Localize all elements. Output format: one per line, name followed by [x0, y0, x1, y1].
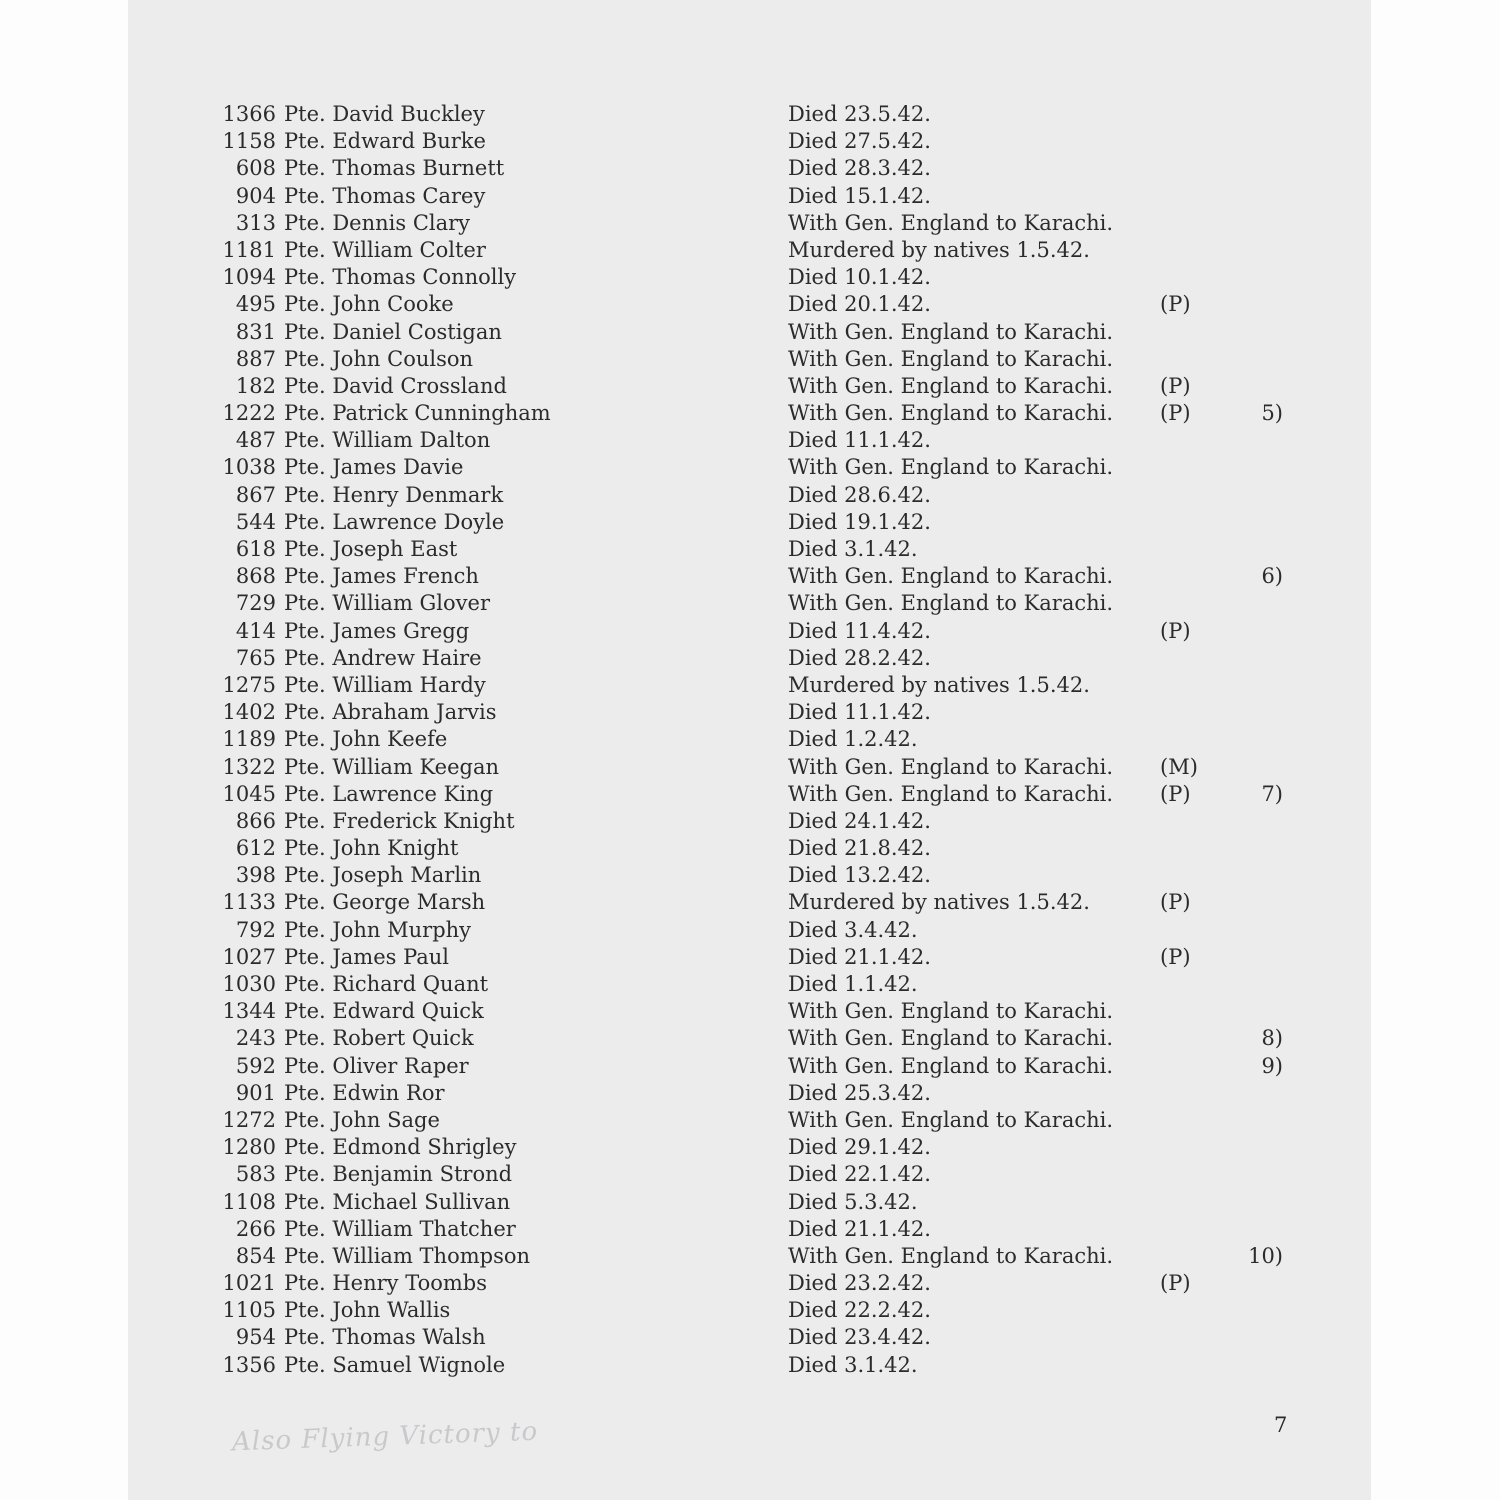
- soldier-name: Pte. William Keegan: [284, 754, 500, 779]
- soldier-name: Pte. Lawrence Doyle: [284, 509, 505, 534]
- fate-entry: With Gen. England to Karachi.: [788, 1053, 1114, 1078]
- roster-row: [128, 183, 1371, 210]
- fate-entry: With Gen. England to Karachi.: [788, 373, 1114, 398]
- service-number: 1366: [222, 102, 276, 126]
- roster-row: [128, 128, 1371, 155]
- service-number: 608: [235, 156, 276, 181]
- fate-entry: With Gen. England to Karachi.: [788, 1243, 1114, 1268]
- service-number: 1272: [222, 1107, 276, 1132]
- service-number: 266: [235, 1216, 276, 1241]
- fate-entry: With Gen. England to Karachi.: [788, 754, 1114, 779]
- roster-row: [128, 672, 1371, 699]
- fate-entry: Died 22.1.42.: [788, 1162, 931, 1187]
- service-number: 1222: [222, 401, 276, 426]
- fate-entry: Died 28.3.42.: [788, 156, 931, 181]
- service-number: 1275: [222, 672, 276, 697]
- soldier-name: Pte. Benjamin Strond: [284, 1162, 513, 1187]
- service-number: 313: [235, 210, 276, 235]
- roster-row: [128, 291, 1371, 318]
- service-number: 612: [235, 836, 276, 861]
- service-number: 583: [235, 1162, 276, 1187]
- soldier-name: Pte. Lawrence King: [284, 781, 494, 806]
- soldier-name: Pte. Daniel Costigan: [284, 319, 502, 344]
- roster-row: [128, 1025, 1371, 1052]
- roster-row: [128, 862, 1371, 889]
- roster-row: [128, 1297, 1371, 1324]
- service-number: 792: [235, 917, 276, 942]
- roster-row: [128, 917, 1371, 944]
- roster-row: [128, 808, 1371, 835]
- roster-row: [128, 319, 1371, 346]
- soldier-name: Pte. William Thompson: [284, 1243, 531, 1268]
- soldier-name: Pte. Andrew Haire: [284, 645, 482, 670]
- roster-row: [128, 699, 1371, 726]
- roster-row: [128, 726, 1371, 753]
- roster-row: [128, 482, 1371, 509]
- service-number: 729: [235, 591, 276, 616]
- soldier-name: Pte. Oliver Raper: [284, 1053, 469, 1078]
- soldier-name: Pte. Edward Quick: [284, 999, 484, 1024]
- fate-entry: With Gen. England to Karachi.: [788, 401, 1114, 426]
- fate-entry: Died 24.1.42.: [788, 808, 931, 833]
- status-code: (P): [1160, 618, 1191, 643]
- status-code: (P): [1160, 292, 1191, 317]
- fate-entry: Died 11.1.42.: [788, 700, 931, 725]
- service-number: 1189: [222, 727, 276, 752]
- roster-row: [128, 400, 1371, 427]
- fate-entry: With Gen. England to Karachi.: [788, 319, 1114, 344]
- fate-entry: With Gen. England to Karachi.: [788, 210, 1114, 235]
- roster-row: [128, 1189, 1371, 1216]
- fate-entry: With Gen. England to Karachi.: [788, 455, 1114, 480]
- service-number: 1094: [222, 265, 276, 290]
- roster-row: [128, 590, 1371, 617]
- fate-entry: With Gen. England to Karachi.: [788, 564, 1114, 589]
- service-number: 544: [235, 509, 276, 534]
- footnote-ref: 10): [1248, 1243, 1283, 1268]
- service-number: 1021: [222, 1271, 276, 1296]
- fate-entry: Murdered by natives 1.5.42.: [788, 672, 1090, 697]
- soldier-name: Pte. George Marsh: [284, 890, 486, 915]
- page-number: 7: [1274, 1413, 1288, 1437]
- fate-entry: Died 22.2.42.: [788, 1298, 931, 1323]
- soldier-name: Pte. Michael Sullivan: [284, 1189, 511, 1214]
- soldier-name: Pte. Edwin Ror: [284, 1080, 445, 1105]
- service-number: 1158: [222, 129, 276, 154]
- fate-entry: Died 23.4.42.: [788, 1325, 931, 1350]
- soldier-name: Pte. Henry Denmark: [284, 482, 504, 507]
- soldier-name: Pte. William Glover: [284, 591, 491, 616]
- fate-entry: Died 5.3.42.: [788, 1189, 918, 1214]
- roster-row: [128, 454, 1371, 481]
- fate-entry: Murdered by natives 1.5.42.: [788, 237, 1090, 262]
- service-number: 867: [235, 482, 276, 507]
- service-number: 1027: [222, 944, 276, 969]
- soldier-name: Pte. John Knight: [284, 836, 459, 861]
- fate-entry: Died 29.1.42.: [788, 1135, 931, 1160]
- fate-entry: Died 28.2.42.: [788, 645, 931, 670]
- soldier-name: Pte. John Sage: [284, 1107, 440, 1132]
- soldier-name: Pte. Henry Toombs: [284, 1271, 487, 1296]
- service-number: 243: [235, 1026, 276, 1051]
- soldier-name: Pte. James Paul: [284, 944, 450, 969]
- soldier-name: Pte. David Buckley: [284, 102, 485, 126]
- roster-row: [128, 754, 1371, 781]
- service-number: 1105: [222, 1298, 276, 1323]
- fate-entry: Died 1.1.42.: [788, 972, 918, 996]
- roster-row: [128, 1352, 1371, 1379]
- service-number: 592: [235, 1053, 276, 1078]
- fate-entry: With Gen. England to Karachi.: [788, 1107, 1114, 1132]
- fate-entry: Murdered by natives 1.5.42.: [788, 890, 1090, 915]
- soldier-name: Pte. David Crossland: [284, 373, 507, 398]
- service-number: 831: [235, 319, 276, 344]
- soldier-name: Pte. Thomas Connolly: [284, 265, 517, 290]
- soldier-name: Pte. James Gregg: [284, 618, 470, 643]
- service-number: 1344: [222, 999, 276, 1024]
- roster-row: [128, 1161, 1371, 1188]
- handwritten-annotation: Also Flying Victory to: [231, 1416, 539, 1458]
- service-number: 1045: [222, 781, 276, 806]
- soldier-name: Pte. Samuel Wignole: [284, 1352, 506, 1377]
- soldier-name: Pte. Patrick Cunningham: [284, 401, 551, 426]
- soldier-name: Pte. Abraham Jarvis: [284, 700, 497, 725]
- soldier-name: Pte. James French: [284, 564, 479, 589]
- fate-entry: Died 23.2.42.: [788, 1271, 931, 1296]
- soldier-name: Pte. Joseph Marlin: [284, 863, 482, 888]
- service-number: 1322: [222, 754, 276, 779]
- roster-row: [128, 427, 1371, 454]
- status-code: (M): [1160, 754, 1198, 779]
- fate-entry: With Gen. England to Karachi.: [788, 781, 1114, 806]
- fate-entry: Died 20.1.42.: [788, 292, 931, 317]
- fate-entry: Died 15.1.42.: [788, 183, 931, 208]
- roster-row: [128, 645, 1371, 672]
- roster-row: [128, 536, 1371, 563]
- fate-entry: Died 21.1.42.: [788, 944, 931, 969]
- fate-entry: With Gen. England to Karachi.: [788, 346, 1114, 371]
- service-number: 495: [235, 292, 276, 317]
- service-number: 904: [235, 183, 276, 208]
- roster-row: [128, 1324, 1371, 1351]
- roster-row: [128, 264, 1371, 291]
- footnote-ref: 9): [1261, 1053, 1283, 1078]
- status-code: (P): [1160, 401, 1191, 426]
- roster-row: [128, 1080, 1371, 1107]
- soldier-name: Pte. John Murphy: [284, 917, 472, 942]
- status-code: (P): [1160, 890, 1191, 915]
- roster-row: [128, 618, 1371, 645]
- roster-row: [128, 237, 1371, 264]
- roster-row: [128, 781, 1371, 808]
- fate-entry: Died 11.1.42.: [788, 428, 931, 453]
- soldier-name: Pte. Thomas Walsh: [284, 1325, 486, 1350]
- soldier-name: Pte. James Davie: [284, 455, 464, 480]
- service-number: 887: [235, 346, 276, 371]
- roster-row: [128, 889, 1371, 916]
- soldier-name: Pte. Dennis Clary: [284, 210, 471, 235]
- service-number: 398: [235, 863, 276, 888]
- status-code: (P): [1160, 1271, 1191, 1296]
- roster-row: [128, 563, 1371, 590]
- service-number: 866: [235, 808, 276, 833]
- fate-entry: Died 13.2.42.: [788, 863, 931, 888]
- soldier-name: Pte. Joseph East: [284, 537, 458, 561]
- soldier-name: Pte. John Cooke: [284, 292, 454, 317]
- service-number: 1038: [222, 455, 276, 480]
- roster-row: [128, 509, 1371, 536]
- roster-row: [128, 944, 1371, 971]
- roster-row: [128, 835, 1371, 862]
- footnote-ref: 8): [1261, 1026, 1283, 1051]
- roster-row: [128, 1053, 1371, 1080]
- roster-list: [128, 101, 1371, 1379]
- service-number: 487: [235, 428, 276, 453]
- footnote-ref: 7): [1261, 781, 1283, 806]
- document-page: [128, 0, 1371, 1500]
- fate-entry: With Gen. England to Karachi.: [788, 999, 1114, 1024]
- status-code: (P): [1160, 781, 1191, 806]
- fate-entry: Died 11.4.42.: [788, 618, 931, 643]
- soldier-name: Pte. William Hardy: [284, 672, 486, 697]
- service-number: 182: [235, 373, 276, 398]
- fate-entry: With Gen. England to Karachi.: [788, 591, 1114, 616]
- fate-entry: Died 3.1.42.: [788, 537, 918, 561]
- service-number: 765: [235, 645, 276, 670]
- soldier-name: Pte. William Thatcher: [284, 1216, 516, 1241]
- soldier-name: Pte. Richard Quant: [284, 972, 489, 996]
- service-number: 1133: [222, 890, 276, 915]
- soldier-name: Pte. William Dalton: [284, 428, 491, 453]
- roster-row: [128, 155, 1371, 182]
- roster-row: [128, 1107, 1371, 1134]
- fate-entry: Died 10.1.42.: [788, 265, 931, 290]
- roster-row: [128, 1270, 1371, 1297]
- service-number: 1280: [222, 1135, 276, 1160]
- service-number: 1030: [222, 972, 276, 996]
- soldier-name: Pte. John Wallis: [284, 1298, 451, 1323]
- roster-row: [128, 1243, 1371, 1270]
- status-code: (P): [1160, 373, 1191, 398]
- service-number: 414: [235, 618, 276, 643]
- roster-row: [128, 101, 1371, 128]
- roster-row: [128, 1134, 1371, 1161]
- fate-entry: Died 21.8.42.: [788, 836, 931, 861]
- roster-row: [128, 971, 1371, 998]
- soldier-name: Pte. John Coulson: [284, 346, 474, 371]
- soldier-name: Pte. Thomas Burnett: [284, 156, 505, 181]
- service-number: 1356: [222, 1352, 276, 1377]
- soldier-name: Pte. William Colter: [284, 237, 486, 262]
- fate-entry: Died 28.6.42.: [788, 482, 931, 507]
- service-number: 1402: [222, 700, 276, 725]
- fate-entry: Died 3.1.42.: [788, 1352, 918, 1377]
- soldier-name: Pte. Thomas Carey: [284, 183, 486, 208]
- service-number: 1108: [222, 1189, 276, 1214]
- fate-entry: Died 1.2.42.: [788, 727, 918, 752]
- service-number: 854: [235, 1243, 276, 1268]
- fate-entry: Died 19.1.42.: [788, 509, 931, 534]
- fate-entry: Died 27.5.42.: [788, 129, 931, 154]
- fate-entry: Died 23.5.42.: [788, 102, 931, 126]
- service-number: 868: [235, 564, 276, 589]
- fate-entry: Died 25.3.42.: [788, 1080, 931, 1105]
- status-code: (P): [1160, 944, 1191, 969]
- roster-row: [128, 210, 1371, 237]
- soldier-name: Pte. John Keefe: [284, 727, 448, 752]
- footnote-ref: 6): [1261, 564, 1283, 589]
- soldier-name: Pte. Edward Burke: [284, 129, 486, 154]
- fate-entry: Died 3.4.42.: [788, 917, 918, 942]
- service-number: 901: [235, 1080, 276, 1105]
- roster-row: [128, 1216, 1371, 1243]
- service-number: 618: [235, 537, 276, 561]
- fate-entry: Died 21.1.42.: [788, 1216, 931, 1241]
- service-number: 1181: [222, 237, 276, 262]
- fate-entry: With Gen. England to Karachi.: [788, 1026, 1114, 1051]
- soldier-name: Pte. Frederick Knight: [284, 808, 515, 833]
- roster-row: [128, 346, 1371, 373]
- roster-row: [128, 373, 1371, 400]
- service-number: 954: [235, 1325, 276, 1350]
- footnote-ref: 5): [1261, 401, 1283, 426]
- soldier-name: Pte. Robert Quick: [284, 1026, 474, 1051]
- soldier-name: Pte. Edmond Shrigley: [284, 1135, 517, 1160]
- roster-row: [128, 998, 1371, 1025]
